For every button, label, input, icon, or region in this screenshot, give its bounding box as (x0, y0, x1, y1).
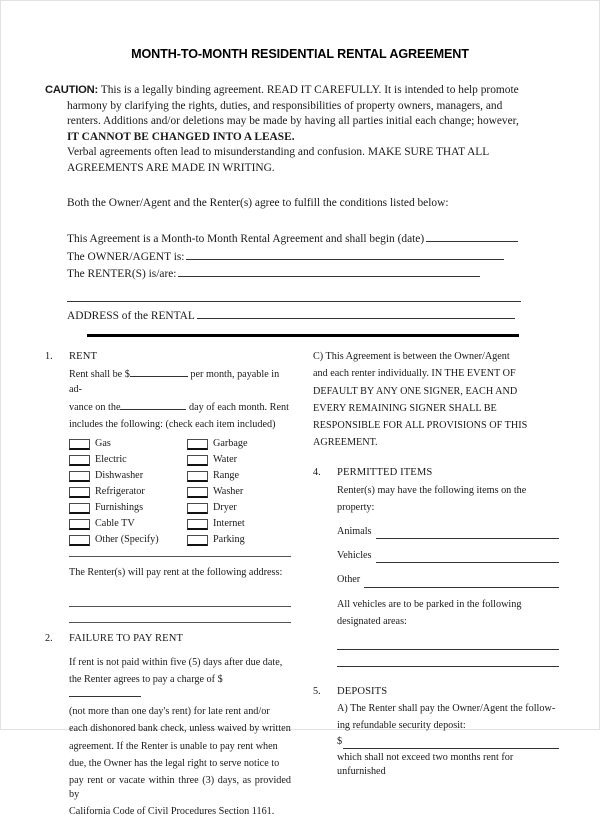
clause-c-line-6: AGREEMENT. (313, 437, 378, 449)
checkbox-internet[interactable] (187, 519, 208, 530)
renter-label: The RENTER(S) is/are: (67, 268, 177, 281)
address-row (67, 308, 555, 326)
permitted-item-row (337, 573, 559, 587)
begin-date-input[interactable] (426, 231, 518, 242)
rent-amount-row (69, 367, 291, 396)
section-permitted-heading (313, 466, 559, 480)
clause-c-line-5: RESPONSIBLE FOR ALL PROVISIONS OF THIS (313, 419, 528, 431)
checkbox-row[interactable] (187, 482, 291, 498)
section-rent-title: RENT (69, 351, 98, 363)
deposit-dollar-sign: $ (337, 735, 343, 747)
caution-line-5: AGREEMENTS ARE MADE IN WRITING. (67, 161, 275, 174)
parking-areas-input-2[interactable] (337, 666, 559, 667)
clause-c-line-4: EVERY REMAINING SIGNER SHALL BE (313, 402, 497, 414)
caution-line-1: This is a legally binding agreement. READ IT CAREFULLY. It is intended to help promote (100, 84, 519, 96)
section-rent-number: 1. (45, 351, 53, 363)
agreement-fill-block (67, 231, 555, 337)
checkbox-washer[interactable] (187, 487, 208, 498)
parking-line-1: All vehicles are to be parked in the following (337, 598, 522, 610)
renter-row (67, 266, 555, 284)
owner-label: The OWNER/AGENT is: (67, 250, 185, 263)
failure-line-3: (not more than one day's rent) for late rent and/or (69, 706, 270, 718)
failure-line-5: agreement. If the Renter is unable to pay rent when (69, 740, 278, 752)
failure-line-4: each dishonored bank check, unless waived by written (69, 723, 291, 735)
pay-address-label: The Renter(s) will pay rent at the following address: (69, 567, 283, 579)
checkbox-label: Range (213, 470, 240, 482)
checkbox-label: Washer (213, 486, 244, 498)
rent-amount-label: Rent shall be $ (69, 369, 130, 381)
checkbox-range[interactable] (187, 471, 208, 482)
caution-label: CAUTION: (45, 84, 99, 96)
section-deposits-number: 5. (313, 686, 321, 697)
section-deposits-heading (313, 685, 559, 699)
failure-charge-input[interactable] (69, 687, 141, 697)
checkbox-row[interactable] (187, 450, 291, 466)
address-input[interactable] (197, 308, 515, 319)
permitted-animals-input[interactable] (376, 529, 559, 539)
two-column-body (45, 350, 555, 819)
checkbox-gas[interactable] (69, 439, 90, 450)
section-rent-heading (45, 350, 291, 364)
checkbox-label: Cable TV (95, 518, 135, 530)
checkbox-label: Internet (213, 518, 245, 530)
rent-day-suffix: day of each month. Rent (189, 401, 289, 413)
section-deposits-body (337, 702, 559, 779)
checkbox-label: Garbage (213, 438, 248, 450)
permitted-item-label: Other (337, 574, 361, 586)
checkbox-row[interactable] (69, 482, 173, 498)
checkbox-furnishings[interactable] (69, 503, 90, 514)
checkbox-label: Water (213, 454, 238, 466)
deposits-line-2: ing refundable security deposit: (337, 720, 466, 732)
renter-input[interactable] (178, 266, 480, 277)
failure-line-1: If rent is not paid within five (5) days after due date, (69, 656, 283, 668)
checkbox-row[interactable] (69, 450, 173, 466)
parking-line-2: designated areas: (337, 615, 407, 627)
caution-bold-line: IT CANNOT BE CHANGED INTO A LEASE. (67, 130, 295, 143)
caution-line-4: Verbal agreements often lead to misunderstanding and confusion. MAKE SURE THAT ALL (67, 146, 490, 159)
checkbox-other-specify[interactable] (69, 535, 90, 546)
checkbox-row[interactable] (69, 498, 173, 514)
pay-address-input-2[interactable] (69, 622, 291, 623)
caution-line-3: renters. Additions and/or deletions may be made by having all parties initial each change; however, (67, 115, 519, 128)
utilities-column-left (69, 434, 173, 546)
checkbox-garbage[interactable] (187, 439, 208, 450)
permitted-item-label: Animals (337, 525, 372, 537)
checkbox-row[interactable] (187, 530, 291, 546)
permitted-item-row (337, 549, 559, 563)
section-failure-body (69, 656, 291, 820)
section-permitted-title: PERMITTED ITEMS (337, 467, 433, 479)
rent-amount-input[interactable] (130, 367, 188, 377)
deposits-line-1: A) The Renter shall pay the Owner/Agent the follow- (337, 703, 556, 715)
clause-c-block (313, 350, 559, 450)
section-failure-number: 2. (45, 633, 53, 645)
begin-date-row (67, 231, 555, 249)
checkbox-refrigerator[interactable] (69, 487, 90, 498)
section-divider-rule (87, 334, 519, 337)
rent-day-row (69, 400, 291, 415)
owner-input[interactable] (186, 249, 504, 260)
failure-line-7: pay rent or vacate within three (3) days, as provided by (69, 775, 291, 801)
permitted-line-1: Renter(s) may have the following items on the (337, 484, 527, 496)
renter-input-continued[interactable] (67, 290, 521, 302)
failure-line-8: California Code of Civil Procedures Section 1161. (69, 806, 275, 818)
checkbox-water[interactable] (187, 455, 208, 466)
deposit-amount-input[interactable] (343, 739, 559, 749)
checkbox-row[interactable] (69, 466, 173, 482)
rent-includes-label: includes the following: (check each item included) (69, 418, 276, 430)
checkbox-parking[interactable] (187, 535, 208, 546)
checkbox-cable-tv[interactable] (69, 519, 90, 530)
permitted-line-2: property: (337, 501, 375, 513)
section-permitted-number: 4. (313, 467, 321, 479)
checkbox-row[interactable] (69, 530, 173, 546)
checkbox-row[interactable] (187, 498, 291, 514)
clause-c-line-1: C) This Agreement is between the Owner/Agent (313, 351, 510, 363)
section-deposits-title: DEPOSITS (337, 686, 388, 697)
permitted-other-input[interactable] (364, 578, 559, 588)
parking-areas-input-1[interactable] (337, 649, 559, 650)
checkbox-label: Gas (95, 438, 111, 450)
rent-day-label: vance on the (69, 401, 121, 413)
address-label: ADDRESS of the RENTAL (67, 309, 195, 322)
left-column (45, 350, 291, 819)
checkbox-dryer[interactable] (187, 503, 208, 514)
deposit-amount-row (337, 735, 559, 749)
checkbox-label: Other (Specify) (95, 534, 159, 546)
checkbox-label: Furnishings (95, 502, 144, 514)
checkbox-row[interactable] (187, 434, 291, 450)
checkbox-row[interactable] (69, 434, 173, 450)
checkbox-label: Dishwasher (95, 470, 144, 482)
section-rent-body (69, 367, 291, 623)
checkbox-label: Electric (95, 454, 127, 466)
failure-charge-label: the Renter agrees to pay a charge of $ (69, 673, 223, 685)
caution-block (45, 83, 555, 177)
section-failure-title: FAILURE TO PAY RENT (69, 633, 184, 645)
permitted-item-label: Vehicles (337, 550, 372, 562)
section-permitted-body (337, 484, 559, 667)
begin-date-label: This Agreement is a Month-to Month Rental Agreement and shall begin (date) (67, 233, 425, 246)
checkbox-label: Parking (213, 534, 245, 546)
permitted-item-row (337, 525, 559, 539)
utilities-column-right (187, 434, 291, 546)
caution-line-2: harmony by clarifying the rights, duties, and responsibilities of property owners, managers, and (67, 99, 503, 112)
utilities-checkbox-grid (69, 434, 291, 546)
checkbox-label: Dryer (213, 502, 237, 514)
section-failure-heading (45, 632, 291, 646)
owner-row (67, 249, 555, 267)
pay-address-input-1[interactable] (69, 606, 291, 607)
rent-section-rule (69, 556, 291, 557)
checkbox-label: Refrigerator (95, 486, 145, 498)
checkbox-row[interactable] (187, 514, 291, 530)
checkbox-row[interactable] (69, 514, 173, 530)
intro-line: Both the Owner/Agent and the Renter(s) agree to fulfill the conditions listed below: (67, 196, 449, 209)
deposits-line-3: which shall not exceed two months rent for unfurnished (337, 751, 514, 778)
rent-amount-suffix: per month, payable in ad- (69, 369, 280, 395)
rent-day-input[interactable] (120, 400, 186, 410)
permitted-vehicles-input[interactable] (376, 553, 559, 563)
checkbox-row[interactable] (187, 466, 291, 482)
right-column (313, 350, 559, 819)
checkbox-dishwasher[interactable] (69, 471, 90, 482)
failure-charge-row (69, 673, 291, 702)
clause-c-line-2: and each renter individually. IN THE EVENT OF (313, 368, 516, 380)
checkbox-electric[interactable] (69, 455, 90, 466)
page-title: MONTH-TO-MONTH RESIDENTIAL RENTAL AGREEMENT (131, 47, 469, 61)
failure-line-6: due, the Owner has the legal right to serve notice to (69, 757, 280, 769)
clause-c-line-3: DEFAULT BY ANY ONE SIGNER, EACH AND (313, 385, 518, 397)
